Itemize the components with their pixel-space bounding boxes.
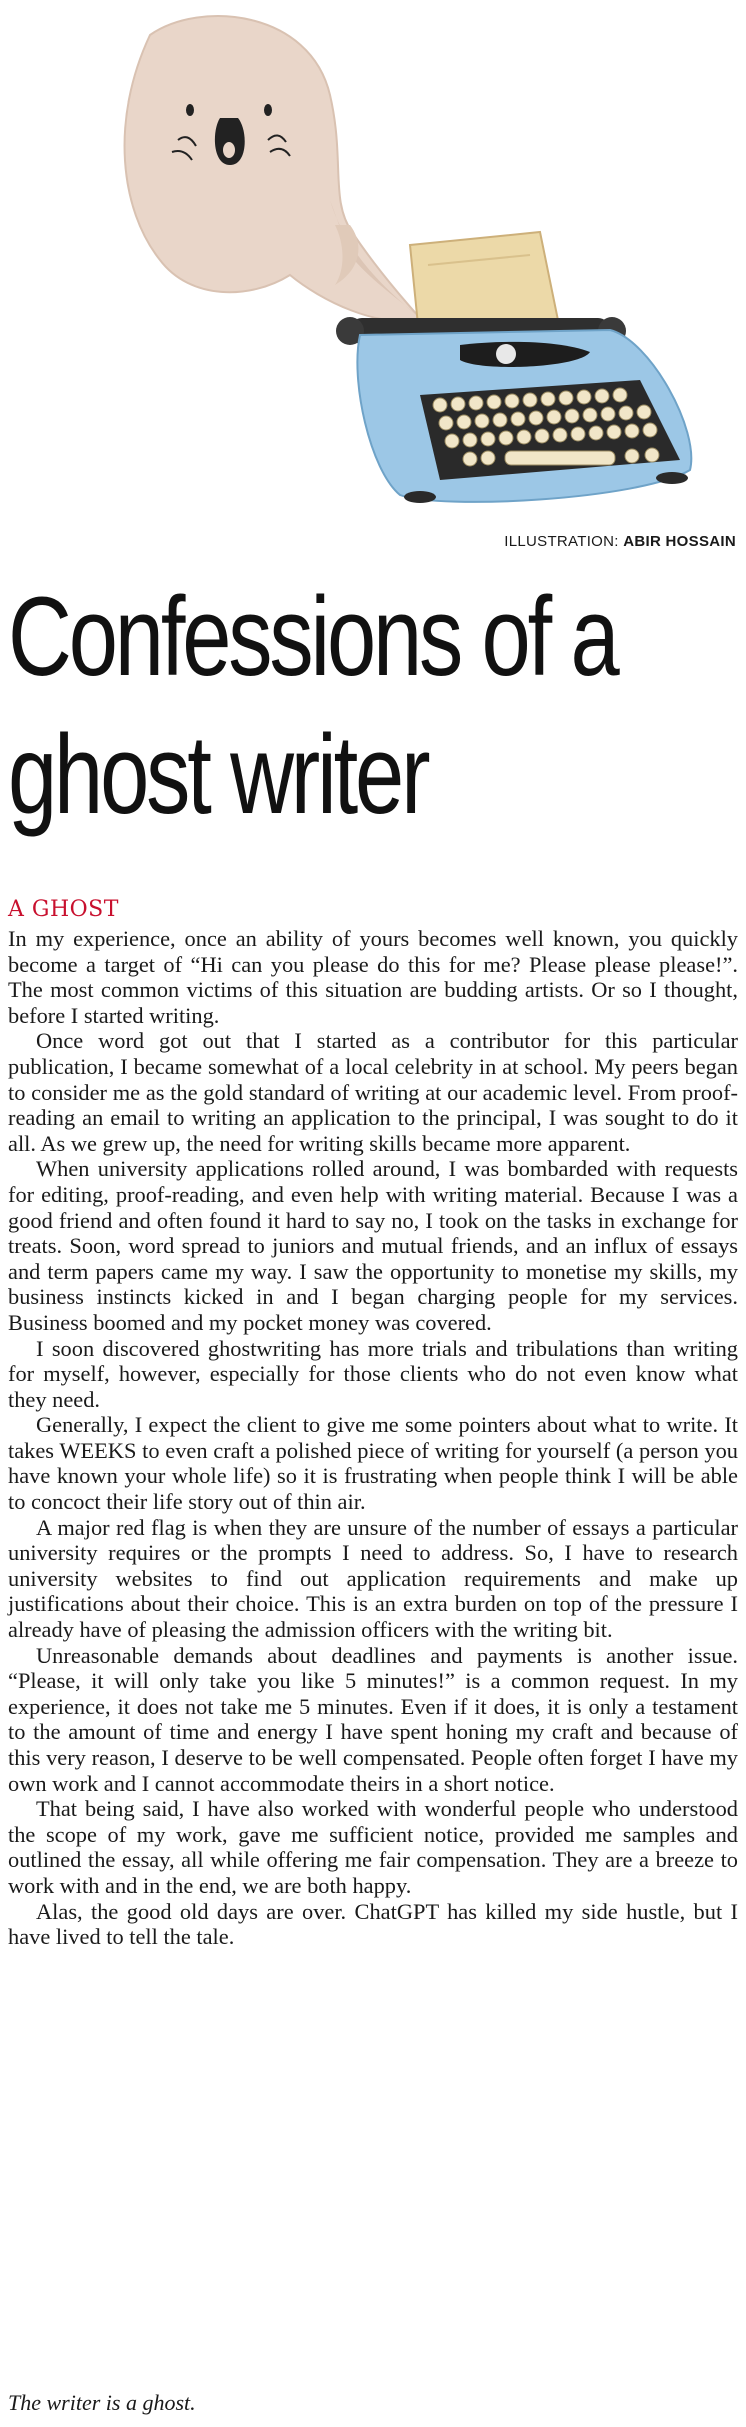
paragraph: That being said, I have also worked with wonderful people who understood the scope of my work, gave me sufficient notice, provided me samples and outlined the essay, all while offering me fair compensation. They are a breeze to work with and in the end, we are both happy.: [8, 1796, 738, 1898]
paragraph: Once word got out that I started as a contributor for this particular publication, I became somewhat of a local celebrity in at school. My peers began to consider me as the gold standard of writing at our academic level. From proof-reading an email to writing an application to the principal, I was sought to do it all. As we grew up, the need for writing skills became more apparent.: [8, 1028, 738, 1156]
paragraph: Alas, the good old days are over. ChatGPT has killed my side hustle, but I have lived to tell the tale.: [8, 1898, 738, 1950]
illustration-credit: [504, 533, 736, 550]
headline: [8, 568, 617, 844]
credit-name: ABIR HOSSAIN: [623, 533, 736, 550]
paragraph: Generally, I expect the client to give me some pointers about what to write. It takes WEEKS to even craft a polished piece of writing for yourself (a person you have known your whole life) so it is frustrating when people think I will be able to concoct their life story out of thin air.: [8, 1412, 738, 1515]
author-signoff: The writer is a ghost.: [8, 2390, 196, 2415]
paragraph: In my experience, once an ability of yours becomes well known, you quickly become a target of “Hi can you please do this for me? Please please please!”. The most common victims of this situation are budding artists. Or so I thought, before I started writing.: [8, 926, 738, 1028]
ghost-body: [125, 16, 420, 321]
ghost-typewriter-illustration: [0, 0, 746, 530]
paragraph: I soon discovered ghostwriting has more trials and tribulations than writing for myself, however, especially for those clients who do not even know what they need.: [8, 1335, 738, 1412]
paragraph: When university applications rolled around, I was bombarded with requests for editing, proof-reading, and even help with writing material. Because I was a good friend and often found it hard to say no, I took on the tasks in exchange for treats. Soon, word spread to juniors and mutual friends, and an influx of essays and term papers came my way. I saw the opportunity to monetise my skills, my business instincts kicked in and I began charging people for my services. Business boomed and my pocket money was covered.: [8, 1156, 738, 1335]
credit-label: ILLUSTRATION:: [504, 533, 619, 550]
article-body: [8, 926, 738, 1950]
byline: A GHOST: [8, 897, 119, 922]
headline-line-1: Confessions of a: [8, 574, 617, 699]
illustration-art: [0, 0, 746, 530]
paragraph: Unreasonable demands about deadlines and payments is another issue. “Please, it will only take you like 5 minutes!” is a common request. In my experience, it does not take me 5 minutes. Even if it does, it is only a testament to the amount of time and energy I have spent honing my craft and because of this very reason, I deserve to be well compensated. People often forget I have my own work and I cannot accommodate theirs in a short notice.: [8, 1642, 738, 1796]
headline-line-2: ghost writer: [8, 712, 428, 837]
paragraph: A major red flag is when they are unsure of the number of essays a particular university requires or the prompts I need to address. So, I have to research university websites to find out application requirements and make up justifications about their choice. This is an extra burden on top of the pressure I already have of pleasing the admission officers with the writing bit.: [8, 1514, 738, 1643]
